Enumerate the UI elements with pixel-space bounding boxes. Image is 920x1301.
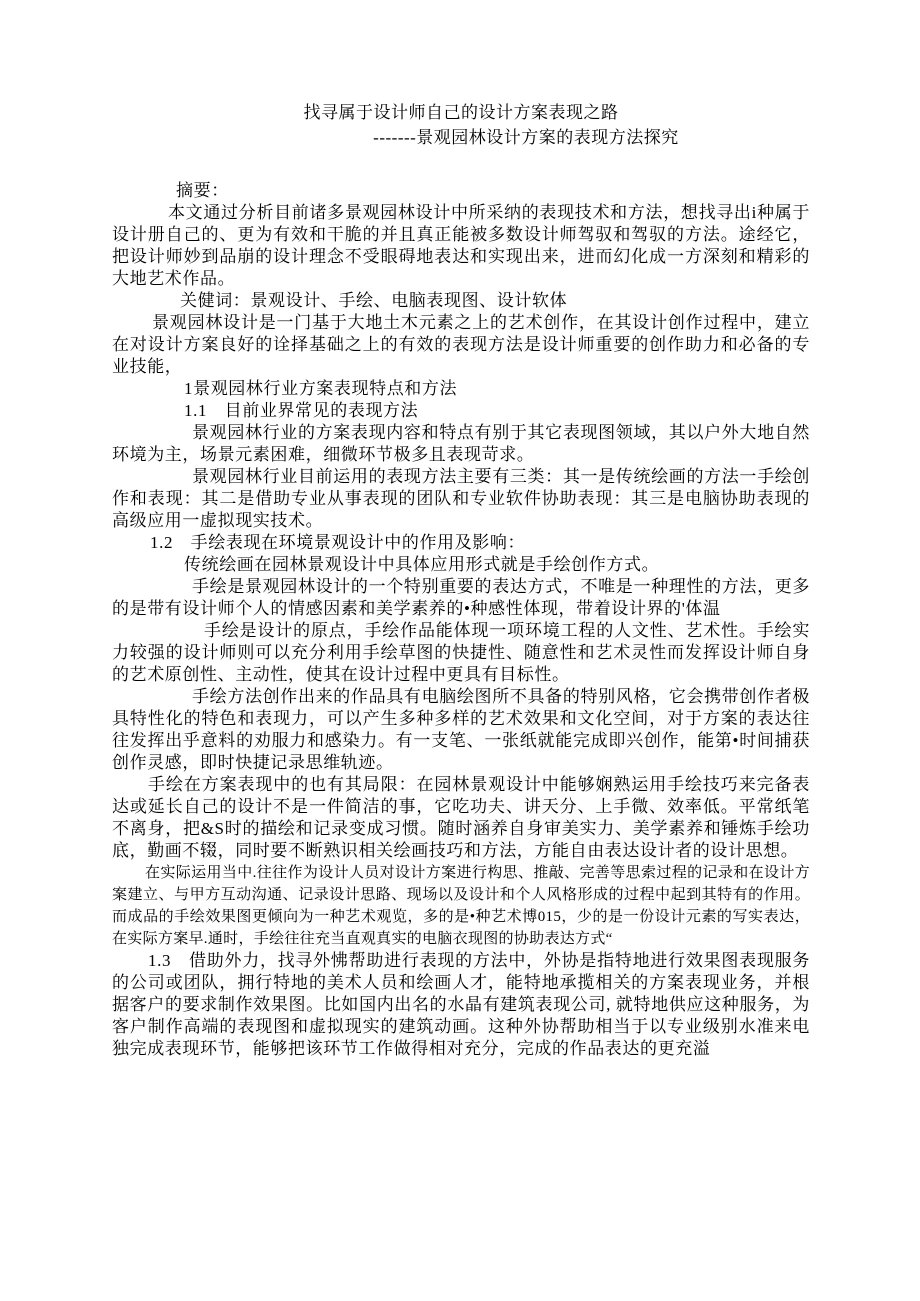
paragraph-three-method-types: 景观园林行业目前运用的表现方法主要有三类：其一是传统绘画的方法一手绘创作和表现：其二是借助专业从事表现的团队和专业软件协助表现：其三是电脑协助表现的高级应用一虚拟现实技术。: [112, 467, 810, 530]
paragraph-practical-use: 在实际运用当中.往往作为设计人员对设计方案进行构思、推敲、完善等思索过程的记录和在设计方案建立、与甲方互动沟通、记录设计思路、现场以及设计和个人风格形成的过程中起到其特有的作用。而成品的手绘效果图更倾向为一种艺术观览，多的是•种艺术博015，少的是一份设计元素的写实表达，在实际方案早.通时，手绘往往充当直观真实的电脑衣现图的协助表达方式“: [112, 865, 810, 947]
paragraph-hand-drawing-style: 手绘方法创作出来的作品具有电脑绘图所不具备的特别风格，它会携带创作者极具特性化的特色和表现力，可以产生多种多样的艺术效果和文化空间，对于方案的表达往往发挥出乎意料的劝服力和感染力。有一支笔、一张纸就能完成即兴创作，能第•时间捕获创作灵感，即时快捷记录思维轨迹。: [112, 687, 810, 772]
section-1-3-paragraph: 1.3 借助外力，找寻外怫帮助进行表现的方法中，外协是指特地进行效果图表现服务的公司或团队，拥行特地的美术人员和绘画人才，能特地承揽相关的方案表现业务，并根据客户的要求制作效果图。比如国内出名的水晶有建筑表现公司, 就特地供应这种服务，为客户制作高端的表现图和虚拟现实的建筑动画。这种外协帮助相当于以专业级别水准来电独完成表现环节，能够把该环节工作做得相对充分，完成的作品表达的更充溢: [112, 951, 810, 1058]
intro-paragraph: 景观园林设计是一门基于大地土木元素之上的艺术创作，在其设计创作过程中，建立在对设计方案良好的诠择基础之上的有效的表现方法是设计师重要的创作助力和必备的专业技能，: [112, 313, 810, 376]
document-title: 找寻属于设计师自己的设计方案表现之路: [303, 103, 619, 122]
abstract-label: 摘要：: [176, 181, 229, 200]
paragraph-hand-drawing-limits: 手绘在方案表现中的也有其局限：在园林景观设计中能够娴熟运用手绘技巧来完备表达或延长自己的设计不是一件简洁的事，它吃功夫、讲天分、上手微、效率低。平常纸笔不离身，把&S时的描绘和记录变成习惯。随时涵养自身审美实力、美学素养和锤炼手绘功底，勤画不辍，同时要不断熟识相关绘画技巧和方法，方能自由表达设计者的设计思想。: [112, 775, 810, 860]
document-body: [112, 180, 810, 1060]
keywords-line: 关健词：景观设计、手绘、电脑表现图、设计软体: [180, 291, 568, 310]
section-1-2-heading: 1.2 手绘表现在环境景观设计中的作用及影响：: [150, 533, 526, 552]
abstract-text: 本文通过分析目前诸多景观园林设计中所采纳的表现技术和方法，想找寻出i种属于设计册自己的、更为有效和干脆的并且真正能被多数设计师驾驭和驾驭的方法。途经它，把设计师妙到品崩的设计理念不受眼碍地表达和实现出来，进而幻化成一方深刻和精彩的大地艺术作品。: [112, 203, 810, 288]
paragraph-methods-overview: 景观园林行业的方案表现内容和特点有别于其它表现图领域，其以户外大地自然环境为主，场景元素困难，细微环节极多且表现苛求。: [112, 423, 810, 464]
section-1-heading: 1景观园林行业方案表现特点和方法: [184, 379, 458, 398]
document-subtitle: -------景观园林设计方案的表现方法探究: [373, 128, 679, 147]
section-1-1-heading: 1.1 目前业界常见的表现方法: [184, 401, 419, 420]
paragraph-hand-drawing-expression: 手绘是景观园林设计的一个特别重要的表达方式，不唯是一种理性的方法，更多的是带有设计师个人的情感因素和美学素养的•种感性体现，带着设计界的'体温: [112, 577, 810, 618]
paragraph-traditional-painting: 传统绘画在园林景观设计中具体应用形式就是手绘创作方式。: [184, 555, 660, 574]
paragraph-hand-drawing-origin: 手绘是设计的原点，手绘作品能体现一项环境工程的人文性、艺术性。手绘实力较强的设计师则可以充分利用手绘草图的快捷性、随意性和艺术灵性而发挥设计师自身的艺术原创性、主动性，使其在设计过程中更具有目标性。: [112, 621, 810, 684]
